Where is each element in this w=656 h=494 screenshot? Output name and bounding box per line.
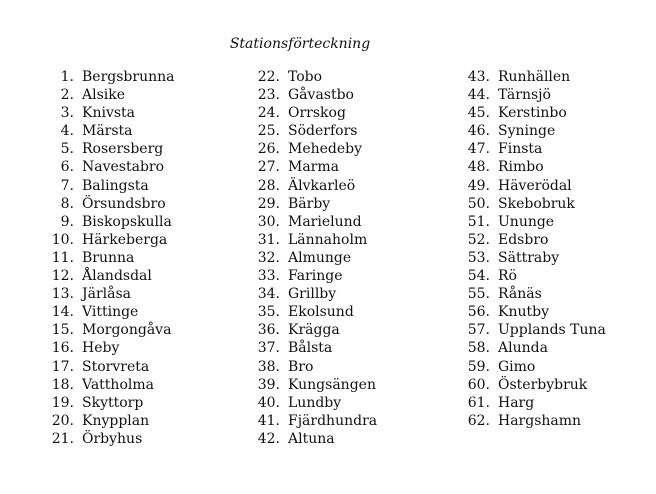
station-row (462, 358, 606, 376)
station-row (46, 104, 174, 122)
station-number: 44. (467, 87, 490, 104)
station-row (252, 376, 377, 394)
station-name: Brunna (82, 249, 135, 266)
station-name: Kerstinbo (498, 105, 567, 122)
station-number: 45. (467, 105, 490, 122)
station-number: 41. (257, 412, 280, 429)
station-number: 2. (60, 87, 74, 104)
station-row (462, 140, 606, 158)
station-name: Gimo (498, 358, 536, 375)
station-name: Alsike (82, 87, 126, 104)
station-name: Bålsta (288, 340, 333, 357)
station-name: Gåvastbo (288, 87, 354, 104)
station-number: 54. (467, 268, 490, 285)
station-row (46, 321, 174, 339)
station-row (252, 412, 377, 430)
station-name: Alunda (498, 340, 548, 357)
station-row (46, 430, 174, 448)
station-number: 58. (467, 340, 490, 357)
station-row (252, 321, 377, 339)
station-number: 4. (60, 123, 74, 140)
station-name: Lundby (288, 394, 342, 411)
station-name: Fjärdhundra (288, 412, 378, 429)
station-number: 8. (60, 195, 74, 212)
station-name: Skebobruk (498, 195, 575, 212)
station-row (462, 376, 606, 394)
station-number: 12. (51, 268, 74, 285)
station-row (252, 122, 377, 140)
station-name: Vattholma (82, 376, 154, 393)
station-name: Syninge (498, 123, 556, 140)
station-number: 14. (51, 304, 74, 321)
station-name: Rö (498, 268, 517, 285)
station-name: Älvkarleö (288, 177, 356, 194)
station-row (462, 177, 606, 195)
station-name: Bergsbrunna (82, 69, 175, 85)
station-name: Edsbro (498, 231, 549, 248)
station-name: Krägga (288, 322, 340, 339)
station-number: 20. (51, 412, 74, 429)
station-row (252, 213, 377, 231)
station-row (46, 213, 174, 231)
station-number: 30. (257, 213, 280, 230)
station-row (252, 430, 377, 448)
station-name: Almunge (288, 249, 352, 266)
station-row (46, 412, 174, 430)
station-row (252, 177, 377, 195)
station-number: 19. (51, 394, 74, 411)
station-number: 31. (257, 231, 280, 248)
station-number: 61. (467, 394, 490, 411)
station-row (462, 68, 606, 86)
page-title: Stationsförteckning (229, 36, 371, 52)
station-column-1 (46, 68, 174, 448)
station-row (462, 231, 606, 249)
station-row (252, 68, 377, 86)
station-number: 24. (257, 105, 280, 122)
station-name: Altuna (288, 430, 335, 447)
station-number: 11. (51, 249, 74, 266)
station-number: 59. (467, 358, 490, 375)
station-number: 48. (467, 159, 490, 176)
station-row (252, 86, 377, 104)
station-row (46, 177, 174, 195)
station-name: Rimbo (498, 159, 544, 176)
station-number: 1. (60, 69, 74, 85)
station-row (252, 231, 377, 249)
station-row (252, 339, 377, 357)
station-name: Härkeberga (82, 231, 168, 248)
station-name: Heby (82, 340, 120, 357)
station-number: 52. (467, 231, 490, 248)
station-row (462, 104, 606, 122)
station-name: Harg (498, 394, 535, 411)
station-row (462, 195, 606, 213)
station-name: Skyttorp (82, 394, 144, 411)
station-row (252, 249, 377, 267)
station-row (462, 394, 606, 412)
station-row (252, 267, 377, 285)
station-name: Knutby (498, 304, 549, 321)
station-row (46, 358, 174, 376)
station-number: 37. (257, 340, 280, 357)
station-row (46, 122, 174, 140)
station-number: 42. (257, 430, 280, 447)
station-row (252, 158, 377, 176)
station-name: Faringe (288, 268, 343, 285)
station-number: 56. (467, 304, 490, 321)
station-row (462, 249, 606, 267)
station-row (46, 303, 174, 321)
station-name: Grillby (288, 286, 337, 303)
station-number: 43. (467, 69, 490, 85)
station-name: Morgongåva (82, 322, 172, 339)
station-number: 5. (60, 141, 74, 158)
station-row (462, 303, 606, 321)
station-name: Bro (288, 358, 314, 375)
station-row (252, 394, 377, 412)
station-name: Tobo (288, 69, 323, 85)
station-number: 13. (51, 286, 74, 303)
station-row (46, 394, 174, 412)
station-number: 3. (60, 105, 74, 122)
station-row (252, 140, 377, 158)
station-number: 26. (257, 141, 280, 158)
station-row (46, 140, 174, 158)
station-row (462, 158, 606, 176)
station-name: Finsta (498, 141, 543, 158)
station-name: Lännaholm (288, 231, 368, 248)
station-name: Sättraby (498, 249, 560, 266)
station-row (46, 195, 174, 213)
station-number: 27. (257, 159, 280, 176)
station-number: 49. (467, 177, 490, 194)
station-number: 28. (257, 177, 280, 194)
station-number: 57. (467, 322, 490, 339)
station-number: 7. (60, 177, 74, 194)
station-number: 39. (257, 376, 280, 393)
station-row (462, 412, 606, 430)
station-number: 10. (51, 231, 74, 248)
station-name: Mehedeby (288, 141, 363, 158)
station-row (252, 303, 377, 321)
station-row (252, 358, 377, 376)
station-name: Järlåsa (82, 286, 132, 303)
station-number: 35. (257, 304, 280, 321)
station-name: Ekolsund (288, 304, 354, 321)
station-row (46, 249, 174, 267)
station-name: Ålandsdal (82, 268, 152, 285)
station-number: 16. (51, 340, 74, 357)
station-name: Österbybruk (498, 376, 588, 393)
station-number: 36. (257, 322, 280, 339)
station-row (462, 321, 606, 339)
station-number: 25. (257, 123, 280, 140)
station-number: 29. (257, 195, 280, 212)
station-column-2 (252, 68, 377, 448)
station-row (46, 86, 174, 104)
station-name: Rånäs (498, 286, 542, 303)
station-row (462, 213, 606, 231)
station-number: 60. (467, 376, 490, 393)
station-number: 55. (467, 286, 490, 303)
station-number: 51. (467, 213, 490, 230)
station-name: Navestabro (82, 159, 165, 176)
station-number: 21. (51, 430, 74, 447)
station-name: Marma (288, 159, 339, 176)
station-row (46, 158, 174, 176)
station-row (462, 267, 606, 285)
station-name: Balingsta (82, 177, 149, 194)
station-number: 40. (257, 394, 280, 411)
station-number: 62. (467, 412, 490, 429)
station-name: Vittinge (82, 304, 139, 321)
station-name: Bärby (288, 195, 331, 212)
station-row (46, 376, 174, 394)
station-number: 15. (51, 322, 74, 339)
station-row (252, 104, 377, 122)
station-name: Knivsta (82, 105, 136, 122)
station-name: Rosersberg (82, 141, 164, 158)
station-row (462, 285, 606, 303)
station-number: 18. (51, 376, 74, 393)
station-name: Kungsängen (288, 376, 376, 393)
station-column-3 (462, 68, 606, 430)
station-row (462, 339, 606, 357)
station-name: Storvreta (82, 358, 150, 375)
station-row (46, 267, 174, 285)
station-number: 32. (257, 249, 280, 266)
station-number: 46. (467, 123, 490, 140)
station-number: 9. (60, 213, 74, 230)
station-name: Knypplan (82, 412, 150, 429)
station-row (252, 285, 377, 303)
station-name: Ununge (498, 213, 555, 230)
station-number: 50. (467, 195, 490, 212)
station-name: Biskopskulla (82, 213, 172, 230)
station-number: 22. (257, 69, 280, 85)
station-number: 6. (60, 159, 74, 176)
station-name: Tärnsjö (498, 87, 551, 104)
station-row (46, 339, 174, 357)
station-row (46, 68, 174, 86)
station-row (462, 86, 606, 104)
station-name: Örbyhus (82, 430, 143, 447)
station-number: 34. (257, 286, 280, 303)
station-name: Runhällen (498, 69, 571, 85)
station-name: Märsta (82, 123, 133, 140)
station-number: 33. (257, 268, 280, 285)
station-name: Örsundsbro (82, 195, 166, 212)
station-number: 38. (257, 358, 280, 375)
station-row (46, 231, 174, 249)
station-name: Häverödal (498, 177, 572, 194)
station-number: 53. (467, 249, 490, 266)
station-row (46, 285, 174, 303)
station-name: Orrskog (288, 105, 346, 122)
station-name: Söderfors (288, 123, 358, 140)
station-name: Marielund (288, 213, 362, 230)
station-row (252, 195, 377, 213)
station-number: 47. (467, 141, 490, 158)
station-name: Upplands Tuna (498, 322, 606, 339)
station-number: 23. (257, 87, 280, 104)
station-number: 17. (51, 358, 74, 375)
station-row (462, 122, 606, 140)
station-name: Hargshamn (498, 412, 582, 429)
